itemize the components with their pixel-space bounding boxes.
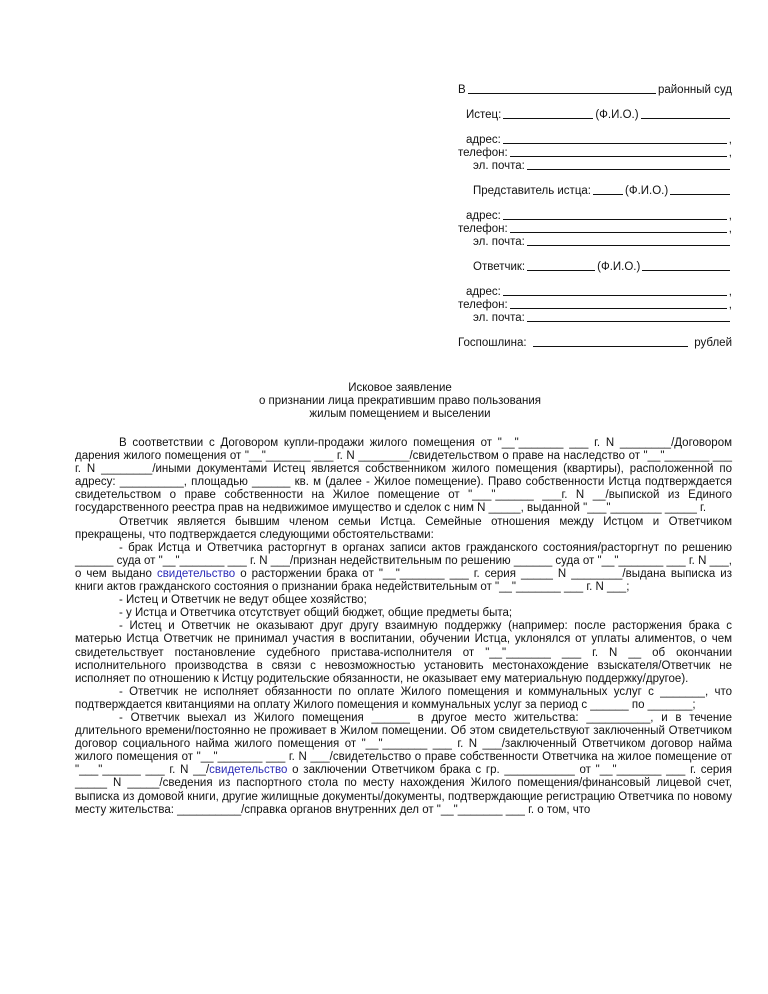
plaintiff-label: Истец:: [466, 109, 502, 121]
document-header: [458, 84, 732, 350]
certificate-link[interactable]: свидетельство: [156, 567, 236, 580]
plaintiff-email: эл. почта:: [458, 160, 732, 173]
paragraph-support: - Истец и Ответчик не оказывают друг другу взаимную поддержку (например: после расторжения брака с матерью Истца Ответчик не принимал участия в воспитании, обучении Истца, уклонялся от уплаты алиментов, о чем свидетельствует постановление судебного пристава-исполнителя от "__"_______ ___ г. N __ об окончании исполнительного производства в связи с невозможностью установить местонахождение взыскателя/Ответчик не исполняет по отношению к Истцу родительские обязанности, не оказывает ему материальную поддержку/другое).: [75, 620, 732, 685]
paragraph-ownership: В соответствии с Договором купли-продажи жилого помещения от "__"_______ ___ г. N ________/Договором дарения жилого помещения от "__"_______ ___ г. N ________/свидетельством о праве на наследство от "__"_______ ___ г. N ________/иными документами Истец является собственником жилого помещения (квартиры), расположенной по адресу: __________, площадью ______ кв. м (далее - Жилое помещение). Право собственности Истца подтверждается свидетельством о праве собственности на Жилое помещение от "___"______ ___г. N __/выпиской из Единого государственного реестра прав на недвижимое имущество и сделок с ним N _____, выданной "___"________ _____ г.: [75, 437, 732, 515]
court-prefix: В: [458, 84, 466, 96]
title-line-3: жилым помещением и выселении: [309, 408, 491, 420]
plaintiff-address: адрес: ,: [466, 134, 732, 146]
representative-email: эл. почта:: [458, 236, 732, 249]
paragraph-budget: - у Истца и Ответчика отсутствует общий бюджет, общие предметы быта;: [119, 607, 513, 620]
title-line-1: Исковое заявление: [348, 382, 452, 394]
defendant-label: Ответчик:: [473, 261, 526, 273]
marriage-certificate-link[interactable]: свидетельство: [209, 764, 288, 777]
defendant-phone: телефон: ,: [458, 299, 732, 311]
plaintiff-line: [458, 109, 732, 122]
title-line-2: о признании лица прекратившим право пользования: [258, 395, 542, 407]
paragraph-divorce: - брак Истца и Ответчика расторгнут в органах записи актов гражданского состояния/расторгнут по решению ______ суда от "__"_______ ___ г. N ___/признан недействительным по решению ______ суда от "__"_______ ___ г. N ___, о чем выдано свидетельство о расторжении брака от "__"_______ ___ г. серия _____ N ________/выдана выписка из книги актов гражданского состояния о признании брака недействительным от "__"_______ ___ г. N ___;: [75, 541, 732, 594]
court-suffix: районный суд: [657, 84, 732, 96]
representative-address: адрес: ,: [466, 210, 732, 222]
representative-line: Представитель истца: (Ф.И.О.): [458, 185, 732, 198]
fee-line: [458, 337, 732, 350]
paragraph-moved-out: - Ответчик выехал из Жилого помещения ______ в другое место жительства: __________, и в течение длительного времени/постоянно не проживает в Жилом помещении. Об этом свидетельствуют заключенный Ответчиком договор социального найма жилого помещения от "__"_______ ___ г. N ___/заключенный Ответчиком договор найма жилого помещения от "__"_______ ___ г. N ___/свидетельство о праве собственности Ответчика на жилое помещение от "___"______ ___ г. N __/свидетельство о заключении Ответчиком брака с гр. ___________ от "__"_______ ___ г. серия _____ N _____/сведения из паспортного стола по месту нахождения Жилого помещения/финансовый лицевой счет, выписка из домовой книги, другие жилищные документы/документы, подтверждающие регистрацию Ответчика по новому месту жительства: __________/справка органов внутренних дел от "__"_______ ___ г. о том, что: [75, 711, 732, 816]
paragraph-household: - Истец и Ответчик не ведут общее хозяйство;: [119, 594, 367, 607]
document-body: [75, 437, 732, 817]
paragraph-utilities: - Ответчик не исполняет обязанности по оплате Жилого помещения и коммунальных услуг с _______, что подтверждается квитанциями на оплату Жилого помещения и коммунальных услуг за период с ______ по _______;: [75, 685, 732, 711]
fee-suffix: рублей: [694, 337, 732, 349]
paragraph-family-status: Ответчик является бывшим членом семьи Истца. Семейные отношения между Истцом и Ответчиком прекращены, что подтверждается следующими обстоятельствами:: [75, 515, 732, 541]
plaintiff-phone: телефон: ,: [458, 147, 732, 159]
representative-phone: телефон: ,: [458, 223, 732, 235]
defendant-line: Ответчик: (Ф.И.О.): [458, 261, 732, 274]
document-title: [180, 382, 620, 421]
fee-label: Госпошлина:: [458, 337, 527, 349]
court-blank: [468, 84, 656, 94]
plaintiff-fio: (Ф.И.О.): [595, 109, 639, 121]
defendant-address: адрес: ,: [466, 286, 732, 298]
representative-label: Представитель истца:: [473, 185, 591, 197]
defendant-email: эл. почта:: [458, 312, 732, 325]
court-line: [458, 84, 732, 97]
